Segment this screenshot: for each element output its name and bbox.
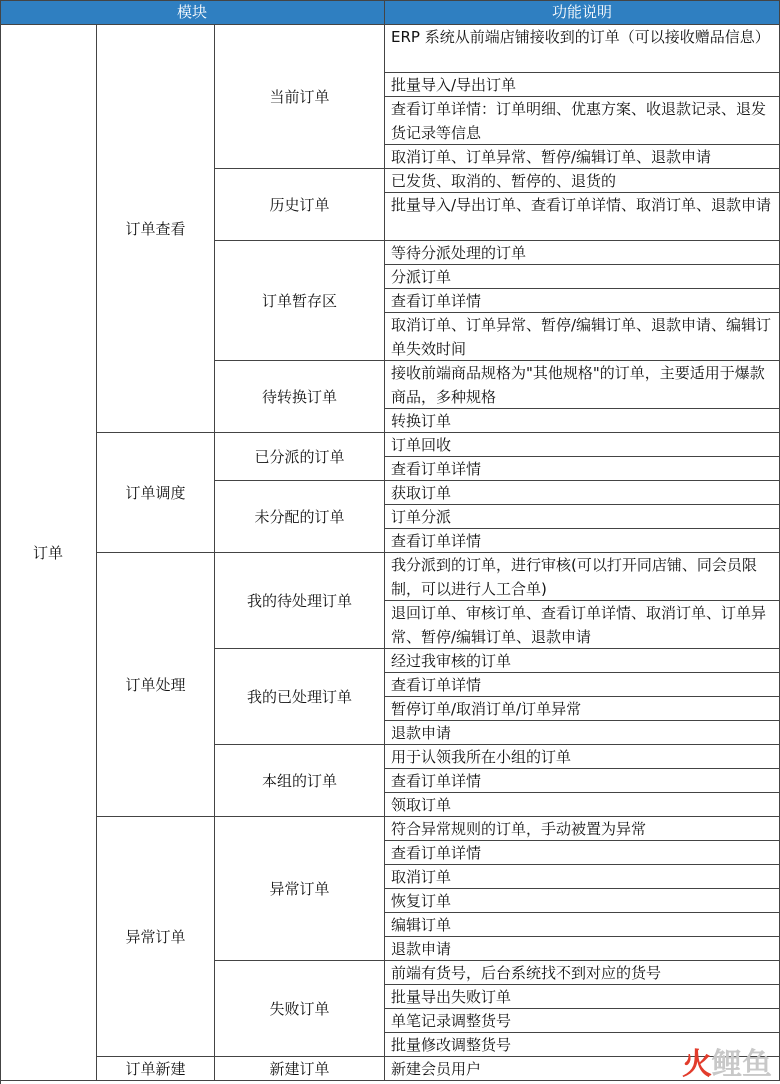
- function-desc-cell-text: 订单分派: [391, 508, 452, 526]
- submodule-cell: [215, 553, 385, 649]
- submodule-cell: [215, 649, 385, 745]
- function-desc-cell-text: 已发货、取消的、暂停的、退货的: [391, 172, 617, 190]
- function-desc-cell: [385, 481, 780, 505]
- function-desc-cell-text: 查看订单详情: [391, 292, 482, 310]
- function-desc-cell: [385, 889, 780, 913]
- submodule-cell: [215, 745, 385, 817]
- group-module-cell: [97, 25, 215, 433]
- function-desc-cell-text: 查看订单详情: [391, 460, 482, 478]
- group-module-cell: [97, 1057, 215, 1081]
- function-desc-cell-text: 订单回收: [391, 436, 452, 454]
- function-desc-cell: [385, 553, 780, 601]
- function-desc-cell: [385, 793, 780, 817]
- submodule-cell-text: 历史订单: [269, 195, 330, 214]
- group-module-cell-text: 异常订单: [125, 927, 186, 946]
- top-module-cell-text: 订单: [32, 543, 63, 562]
- function-desc-cell: [385, 985, 780, 1009]
- function-desc-cell-text: 查看订单详情: [391, 676, 482, 694]
- group-module-cell-text: 订单调度: [125, 483, 186, 502]
- function-desc-cell-text: 接收前端商品规格为"其他规格"的订单，主要适用于爆款商品，多种规格: [391, 364, 765, 406]
- submodule-cell-text: 失败订单: [269, 999, 330, 1018]
- header-function: [385, 0, 780, 25]
- watermark-part2: 鲤鱼: [712, 1047, 772, 1082]
- header-module-text: 模块: [176, 3, 207, 21]
- submodule-cell-text: 异常订单: [269, 879, 330, 898]
- submodule-cell: [215, 1057, 385, 1081]
- function-desc-cell-text: 退款申请: [391, 940, 452, 958]
- function-desc-cell: [385, 193, 780, 241]
- submodule-cell-text: 未分配的订单: [254, 507, 345, 526]
- function-desc-cell-text: 查看订单详情: [391, 772, 482, 790]
- submodule-cell-text: 待转换订单: [261, 387, 337, 406]
- function-desc-cell-text: 新建会员用户: [391, 1060, 482, 1078]
- function-desc-cell: [385, 649, 780, 673]
- function-desc-cell: [385, 673, 780, 697]
- submodule-cell-text: 已分派的订单: [254, 447, 345, 466]
- function-desc-cell: [385, 97, 780, 145]
- function-desc-cell: [385, 505, 780, 529]
- function-desc-cell-text: 取消订单、订单异常、暂停/编辑订单、退款申请、编辑订单失效时间: [391, 316, 772, 358]
- header-function-text: 功能说明: [551, 3, 612, 21]
- submodule-cell-text: 当前订单: [269, 87, 330, 106]
- function-desc-cell-text: 符合异常规则的订单，手动被置为异常: [391, 820, 647, 838]
- function-desc-cell: [385, 313, 780, 361]
- group-module-cell: [97, 553, 215, 817]
- submodule-cell: [215, 169, 385, 241]
- function-desc-cell: [385, 25, 780, 73]
- function-desc-cell: [385, 361, 780, 409]
- function-desc-cell: [385, 769, 780, 793]
- function-desc-cell-text: 单笔记录调整货号: [391, 1012, 512, 1030]
- submodule-cell: [215, 481, 385, 553]
- group-module-cell: [97, 817, 215, 1057]
- function-desc-cell-text: 经过我审核的订单: [391, 652, 512, 670]
- submodule-cell: [215, 817, 385, 961]
- function-desc-cell: [385, 865, 780, 889]
- function-desc-cell: [385, 145, 780, 169]
- function-desc-cell: [385, 1009, 780, 1033]
- function-desc-cell-text: 批量导入/导出订单: [391, 76, 517, 94]
- function-desc-cell: [385, 913, 780, 937]
- function-desc-cell-text: ERP 系统从前端店铺接收到的订单（可以接收赠品信息）: [391, 28, 770, 46]
- submodule-cell: [215, 361, 385, 433]
- function-desc-cell-text: 编辑订单: [391, 916, 452, 934]
- header-module: [0, 0, 385, 25]
- function-desc-cell: [385, 841, 780, 865]
- function-desc-cell-text: 批量导出失败订单: [391, 988, 512, 1006]
- submodule-cell-text: 订单暂存区: [261, 291, 337, 310]
- function-desc-cell: [385, 721, 780, 745]
- function-desc-cell-text: 转换订单: [391, 412, 452, 430]
- function-desc-cell-text: 等待分派处理的订单: [391, 244, 527, 262]
- function-desc-cell-text: 取消订单、订单异常、暂停/编辑订单、退款申请: [391, 148, 712, 166]
- function-desc-cell-text: 我分派到的订单，进行审核(可以打开同店铺、同会员限制，可以进行人工合单): [391, 556, 757, 598]
- submodule-cell-text: 新建订单: [269, 1059, 330, 1078]
- function-desc-cell-text: 退回订单、审核订单、查看订单详情、取消订单、订单异常、暂停/编辑订单、退款申请: [391, 604, 767, 646]
- submodule-cell-text: 我的已处理订单: [246, 687, 352, 706]
- function-desc-cell-text: 退款申请: [391, 724, 452, 742]
- function-desc-cell: [385, 817, 780, 841]
- function-desc-cell: [385, 961, 780, 985]
- function-desc-cell: [385, 937, 780, 961]
- top-module-cell: [0, 25, 97, 1081]
- function-desc-cell-text: 查看订单详情: [391, 844, 482, 862]
- function-desc-cell: [385, 265, 780, 289]
- function-desc-cell-text: 分派订单: [391, 268, 452, 286]
- submodule-cell: [215, 961, 385, 1057]
- function-desc-cell: [385, 241, 780, 265]
- group-module-cell: [97, 433, 215, 553]
- submodule-cell: [215, 241, 385, 361]
- function-desc-cell-text: 查看订单详情: [391, 532, 482, 550]
- function-desc-cell: [385, 169, 780, 193]
- group-module-cell-text: 订单新建: [125, 1059, 186, 1078]
- function-desc-cell: [385, 73, 780, 97]
- group-module-cell-text: 订单处理: [125, 675, 186, 694]
- function-desc-cell-text: 批量导入/导出订单、查看订单详情、取消订单、退款申请: [391, 196, 772, 214]
- function-desc-cell: [385, 409, 780, 433]
- function-desc-cell-text: 查看订单详情：订单明细、优惠方案、收退款记录、退发货记录等信息: [391, 100, 767, 142]
- function-desc-cell: [385, 457, 780, 481]
- function-desc-cell: [385, 529, 780, 553]
- function-desc-cell-text: 前端有货号，后台系统找不到对应的货号: [391, 964, 662, 982]
- function-desc-cell-text: 用于认领我所在小组的订单: [391, 748, 572, 766]
- function-desc-cell: [385, 289, 780, 313]
- watermark-part1: 火: [682, 1047, 712, 1082]
- function-desc-cell-text: 批量修改调整货号: [391, 1036, 512, 1054]
- submodule-cell: [215, 433, 385, 481]
- function-desc-cell: [385, 433, 780, 457]
- function-desc-cell-text: 恢复订单: [391, 892, 452, 910]
- function-desc-cell: [385, 745, 780, 769]
- function-desc-cell: [385, 601, 780, 649]
- function-desc-cell: [385, 697, 780, 721]
- function-desc-cell-text: 取消订单: [391, 868, 452, 886]
- submodule-cell-text: 本组的订单: [261, 771, 337, 790]
- function-desc-cell-text: 暂停订单/取消订单/订单异常: [391, 700, 582, 718]
- watermark-logo: [682, 1048, 772, 1082]
- group-module-cell-text: 订单查看: [125, 219, 186, 238]
- function-desc-cell-text: 领取订单: [391, 796, 452, 814]
- submodule-cell: [215, 25, 385, 169]
- function-desc-cell-text: 获取订单: [391, 484, 452, 502]
- submodule-cell-text: 我的待处理订单: [246, 591, 352, 610]
